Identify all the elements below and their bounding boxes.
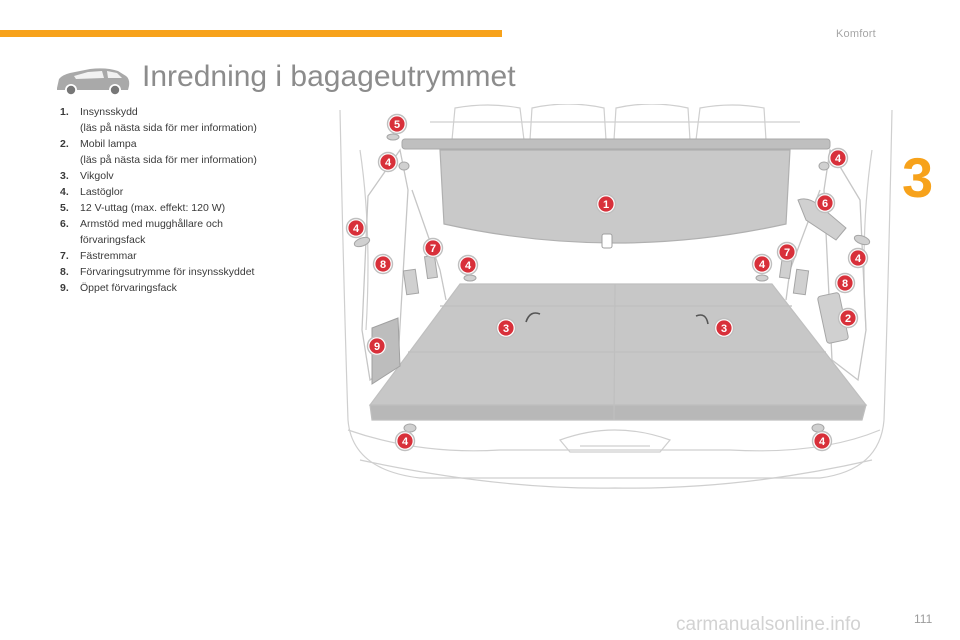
svg-text:9: 9 [373,341,381,353]
svg-text:1: 1 [602,199,610,211]
rear-seats [430,104,800,140]
callout-3 [497,319,516,338]
callout-4 [753,255,772,274]
cargo-cover [402,139,830,248]
legend-item: 4. Lastöglor [60,186,124,198]
legend-item: 2. Mobil lampa (läs på nästa sida för mer information) [60,138,257,166]
callout-8 [374,255,393,274]
callout-9 [368,337,387,356]
trunk-illustration [336,104,896,494]
svg-text:4: 4 [401,436,409,448]
svg-text:3: 3 [720,323,728,335]
callout-4 [813,432,832,451]
legend-item: 7. Fästremmar [60,250,137,262]
page-number: 111 [914,612,933,626]
callout-4 [396,432,415,451]
legend-item: 8. Förvaringsutrymme för insynsskyddet [60,266,255,278]
legend-item: 9. Öppet förvaringsfack [60,282,177,294]
callout-4 [829,149,848,168]
legend-item: 1. Insynsskydd (läs på nästa sida för mer information) [60,106,257,134]
legend-list [60,104,330,296]
svg-text:5: 5 [393,119,401,131]
legend-item: 6. Armstöd med mugghållare och förvaringsfack [60,218,223,246]
svg-text:7: 7 [783,247,791,259]
callout-4 [379,153,398,172]
page-title: Inredning i bagageutrymmet [142,60,516,93]
svg-text:4: 4 [352,223,360,235]
callout-4 [459,256,478,275]
svg-text:4: 4 [464,260,472,272]
callout-1 [597,195,616,214]
svg-text:8: 8 [379,259,387,271]
svg-text:8: 8 [841,278,849,290]
legend-item: 3. Vikgolv [60,170,114,182]
legend-item: 5. 12 V-uttag (max. effekt: 120 W) [60,202,226,214]
cargo-floor [370,284,866,420]
callout-7 [778,243,797,262]
callout-3 [715,319,734,338]
watermark: carmanualsonline.info [676,614,861,635]
callout-7 [424,239,443,258]
svg-text:4: 4 [758,259,766,271]
callout-6 [816,194,835,213]
callout-8 [836,274,855,293]
callout-5 [388,115,407,134]
svg-text:7: 7 [429,243,437,255]
svg-text:2: 2 [844,313,852,325]
svg-text:4: 4 [854,253,862,265]
callout-2 [839,309,858,328]
svg-text:3: 3 [502,323,510,335]
section-label: Komfort [836,28,876,40]
callout-4 [849,249,868,268]
callout-4 [347,219,366,238]
svg-text:4: 4 [818,436,826,448]
top-accent-bar [0,30,502,37]
svg-text:4: 4 [834,153,842,165]
svg-text:6: 6 [821,198,829,210]
chapter-number: 3 [902,146,934,209]
car-icon [54,66,132,98]
svg-text:4: 4 [384,157,392,169]
